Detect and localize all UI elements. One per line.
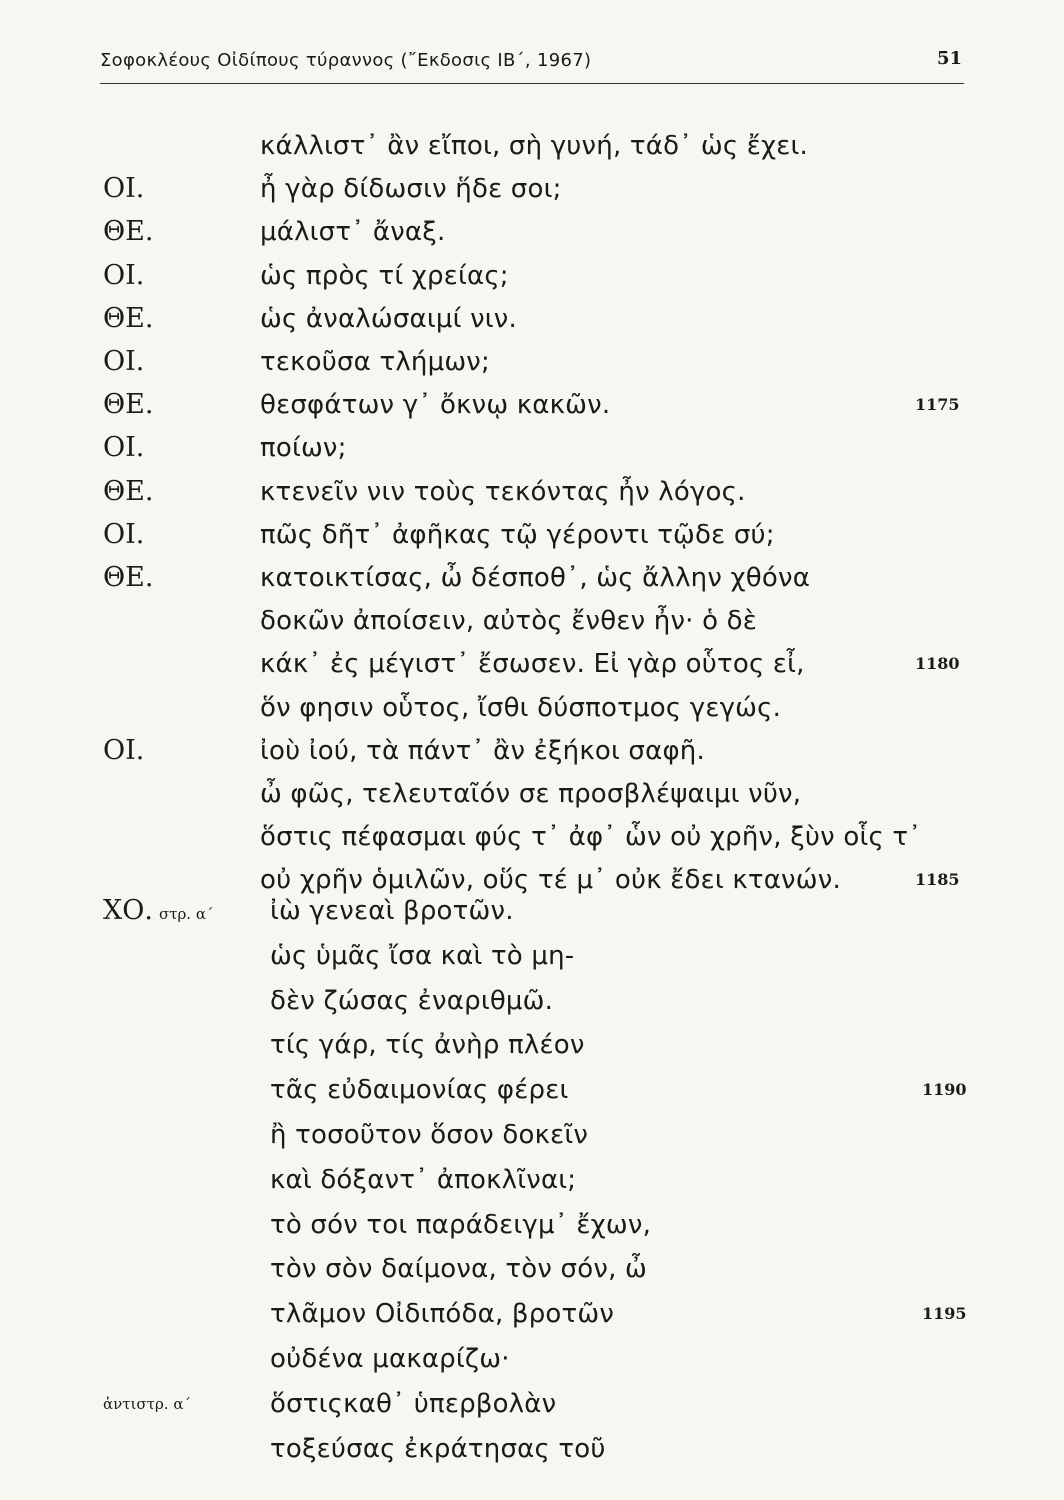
verse-text: ὡς ὑμᾶς ἴσα καὶ τὸ μη- xyxy=(270,940,575,971)
speaker-label xyxy=(103,344,144,380)
speaker-name: ΟΙ. xyxy=(103,346,145,377)
line-number: 1190 xyxy=(922,1080,967,1100)
verse-text: τὸ σόν τοι παράδειγμ᾽ ἔχων, xyxy=(270,1209,652,1240)
verse-line xyxy=(0,128,1064,168)
verse-line xyxy=(0,893,1064,933)
verse-line xyxy=(0,1296,1064,1336)
verse-line xyxy=(0,603,1064,643)
verse-line xyxy=(0,344,1064,384)
verse-text: τᾶς εὐδαιμονίας φέρει xyxy=(270,1075,569,1106)
verse-line xyxy=(0,1072,1064,1112)
verse-text: μάλιστ᾽ ἄναξ. xyxy=(260,217,446,248)
header-rule xyxy=(100,83,964,84)
verse-line xyxy=(0,214,1064,254)
verse-line xyxy=(0,474,1064,514)
verse-line xyxy=(0,430,1064,470)
verse-line xyxy=(0,517,1064,557)
verse-text: πῶς δῆτ᾽ ἀφῆκας τῷ γέροντι τῷδε σύ; xyxy=(260,519,775,550)
line-number: 1175 xyxy=(915,395,960,415)
verse-text: τίς γάρ, τίς ἀνὴρ πλέον xyxy=(270,1030,585,1061)
speaker-name: ΧΟ. xyxy=(103,895,153,926)
verse-line xyxy=(0,776,1064,816)
verse-text: οὐδένα μακαρίζω· xyxy=(270,1344,510,1374)
verse-line xyxy=(0,560,1064,600)
line-number: 1180 xyxy=(915,654,960,674)
verse-line xyxy=(0,1251,1064,1291)
verse-text: ἦ γὰρ δίδωσιν ἥδε σοι; xyxy=(260,174,562,205)
verse-text: τλᾶμον Οἰδιπόδα, βροτῶν xyxy=(270,1299,615,1330)
verse-text: θεσφάτων γ᾽ ὄκνῳ κακῶν. xyxy=(260,390,611,421)
running-title: Σοφοκλέους Οἰδίπους τύραννος (῎Εκδοσις ΙΒ΄, 1967) xyxy=(100,50,592,71)
speaker-label xyxy=(103,474,153,510)
verse-line xyxy=(0,733,1064,773)
verse-text: ποίων; xyxy=(260,433,347,464)
speaker-name: ΟΙ. xyxy=(103,259,145,291)
speaker-name: ΘΕ. xyxy=(103,562,154,593)
verse-text: ὡς πρὸς τί χρείας; xyxy=(260,260,509,291)
speaker-name: ΘΕ. xyxy=(103,389,154,421)
speaker-label xyxy=(103,893,213,932)
speaker-label xyxy=(103,430,144,466)
verse-line xyxy=(0,1431,1064,1471)
speaker-name: ΘΕ. xyxy=(103,302,154,334)
verse-text: τὸν σὸν δαίμονα, τὸν σόν, ὦ xyxy=(270,1254,647,1285)
line-number: 1185 xyxy=(915,870,960,890)
verse-text: κτενεῖν νιν τοὺς τεκόντας ἦν λόγος. xyxy=(260,476,746,507)
speaker-name: ΟΙ. xyxy=(103,518,145,550)
verse-line xyxy=(0,690,1064,730)
verse-line xyxy=(0,1162,1064,1202)
verse-line xyxy=(0,387,1064,427)
verse-line xyxy=(0,1386,1064,1426)
verse-text: ὡς ἀναλώσαιμί νιν. xyxy=(260,303,517,334)
speaker-label xyxy=(103,387,153,423)
verse-text: καὶ δόξαντ᾽ ἀποκλῖναι; xyxy=(270,1164,577,1195)
speaker-label xyxy=(103,258,144,294)
verse-line xyxy=(0,646,1064,686)
verse-line xyxy=(0,819,1064,859)
verse-line xyxy=(0,1341,1064,1381)
speaker-label xyxy=(103,733,144,769)
speaker-label xyxy=(103,517,144,553)
verse-text: ἰὼ γενεαὶ βροτῶν. xyxy=(270,896,514,926)
verse-text: τοξεύσας ἐκράτησας τοῦ xyxy=(270,1433,606,1464)
verse-text: δὲν ζώσας ἐναριθμῶ. xyxy=(270,985,554,1016)
verse-line xyxy=(0,171,1064,211)
verse-text: ὅστις πέφασμαι φύς τ᾽ ἀφ᾽ ὧν οὐ χρῆν, ξὺν οἷς τ᾽ xyxy=(260,822,922,853)
verse-text: ἢ τοσοῦτον ὅσον δοκεῖν xyxy=(270,1120,589,1150)
verse-text: δοκῶν ἀποίσειν, αὐτὸς ἔνθεν ἦν· ὁ δὲ xyxy=(260,606,758,637)
verse-text: ἰοὺ ἰού, τὰ πάντ᾽ ἂν ἐξήκοι σαφῆ. xyxy=(260,735,705,766)
verse-line xyxy=(0,983,1064,1023)
verse-text: ὅστιςκαθ᾽ ὑπερβολὰν xyxy=(270,1388,557,1419)
verse-text: τεκοῦσα τλήμων; xyxy=(260,347,490,377)
verse-text: κατοικτίσας, ὦ δέσποθ᾽, ὡς ἄλλην χθόνα xyxy=(260,563,811,593)
verse-line xyxy=(0,1117,1064,1157)
speaker-label xyxy=(103,171,144,207)
verse-text: οὐ χρῆν ὁμιλῶν, οὕς τέ μ᾽ οὐκ ἔδει κτανών. xyxy=(260,865,841,896)
verse-text: ὅν φησιν οὗτος, ἴσθι δύσποτμος γεγώς. xyxy=(260,692,782,723)
speaker-name: ΘΕ. xyxy=(103,475,154,507)
running-header xyxy=(100,46,962,86)
speaker-label xyxy=(103,214,153,250)
verse-text: κάκ᾽ ἐς μέγιστ᾽ ἔσωσεν. Εἰ γὰρ οὗτος εἶ, xyxy=(260,649,805,680)
strophe-label: στρ. α΄ xyxy=(158,905,214,923)
antistrophe-label: ἀντιστρ. α΄ xyxy=(103,1394,191,1413)
speaker-name: ΟΙ. xyxy=(103,734,145,766)
speaker-label xyxy=(103,301,153,337)
line-number: 1195 xyxy=(922,1304,967,1324)
speaker-name: ΟΙ. xyxy=(103,173,145,205)
verse-line xyxy=(0,258,1064,298)
verse-line xyxy=(0,301,1064,341)
verse-line xyxy=(0,1027,1064,1067)
verse-line xyxy=(0,938,1064,978)
page-number: 51 xyxy=(936,48,962,69)
verse-line xyxy=(0,1207,1064,1247)
speaker-label xyxy=(103,560,153,596)
speaker-name: ΟΙ. xyxy=(103,432,145,464)
verse-text: κάλλιστ᾽ ἂν εἴποι, σὴ γυνή, τάδ᾽ ὡς ἔχει. xyxy=(260,131,808,161)
speaker-name: ΘΕ. xyxy=(103,216,154,248)
verse-text: ὦ φῶς, τελευταῖόν σε προσβλέψαιμι νῦν, xyxy=(260,779,802,809)
